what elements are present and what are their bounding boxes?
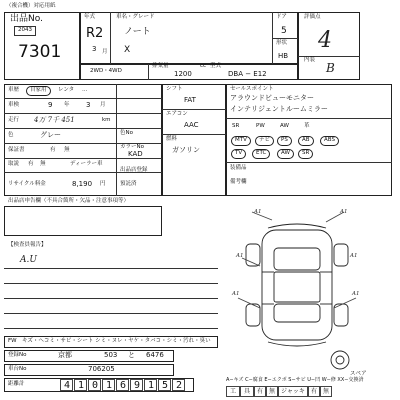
odo-digit-cell: [74, 379, 87, 391]
roof: [274, 272, 320, 302]
recycle-value: 8,190: [72, 180, 93, 188]
selling-label: セールスポイント: [230, 86, 274, 92]
color-value: グレー: [40, 131, 61, 139]
cc-unit: cc: [200, 63, 207, 69]
registration-label: 登録No: [8, 352, 27, 358]
interior-label: 内装: [304, 57, 316, 63]
opt-aw2: AW: [277, 149, 294, 159]
odo-digit-cell: [144, 379, 157, 391]
odo-digit-cell: [60, 379, 73, 391]
era-value: R2: [86, 26, 104, 41]
damage-mark-6: A1: [352, 291, 360, 297]
damage-mark-1: A1: [254, 209, 262, 215]
era-label: 年式: [84, 14, 96, 20]
apply-box: [4, 206, 162, 236]
inspection-option-private: 自家用: [26, 86, 51, 96]
manual-no: 無: [40, 161, 46, 167]
warranty-label: 保証書: [8, 147, 25, 153]
legend-cell: ジャッキ: [278, 386, 308, 397]
shaken-year-unit: 年: [64, 102, 70, 108]
color-label: 色: [8, 132, 14, 138]
drive-label: 2WD・4WD: [90, 68, 122, 74]
name-label: 車名・グレード: [116, 14, 155, 20]
opt-ps: PS: [277, 136, 292, 146]
apply-label: 出品店申告欄（不具合箇所・欠品・注意事項等）: [8, 198, 130, 204]
car-diagram: [222, 200, 372, 380]
odo-label: 距離計: [8, 381, 25, 387]
warranty-yes: 有: [50, 147, 56, 153]
odo-digit: 0: [92, 380, 99, 391]
odo-digit: 6: [120, 380, 127, 391]
registration-class: 503: [104, 351, 118, 359]
car-body-outline: [262, 230, 332, 340]
shape-value: HB: [278, 52, 289, 60]
shaken-month: 3: [86, 101, 91, 109]
wheel-front-right: [334, 244, 348, 266]
inspection-option-rental: レンタ: [58, 87, 75, 93]
lot-label: 出品No.: [10, 14, 43, 24]
shaken-year: 9: [48, 101, 53, 109]
interior-value: B: [326, 61, 335, 75]
rear-window: [274, 304, 320, 322]
odo-digit-cell: [172, 379, 185, 391]
inspect-label: 【検査員報告】: [8, 242, 47, 248]
inspection-option-more: …: [82, 87, 88, 93]
inspection-label: 車歴: [8, 87, 20, 93]
odo-digit-cell: [102, 379, 115, 391]
notes-label: 装備品: [230, 165, 247, 171]
manual-label: 取説: [8, 161, 20, 167]
car-grade: X: [124, 45, 131, 55]
odo-digit: 1: [148, 380, 155, 391]
legend-cell: 有: [308, 386, 320, 397]
opt-ab: AB: [298, 136, 314, 146]
lot-number: 7301: [18, 42, 62, 62]
windshield: [274, 248, 320, 270]
dealer-label: ディーラー車: [70, 161, 103, 167]
odo-digit-cell: [158, 379, 171, 391]
opt-navi: ナビ: [255, 136, 274, 146]
fw-label: FW: [8, 338, 17, 344]
sheet-header: （複合機）対応用紙: [6, 3, 56, 9]
odo-digit: 1: [78, 380, 85, 391]
legend-cell: 工: [226, 386, 240, 397]
shaken-label: 車検: [8, 102, 20, 108]
selling-line1: アラウンドビューモニター: [230, 94, 314, 102]
mileage-value: 4万 7千 451: [34, 116, 75, 124]
recycle-label: リサイクル料金: [8, 181, 46, 187]
spare-tire: [331, 351, 349, 369]
spare-label: スペア: [350, 371, 367, 377]
opt-abs: ABS: [320, 136, 339, 146]
model-value: DBA − E12: [228, 70, 267, 78]
month-value: 3: [92, 45, 97, 53]
regi-label: 出品店登録: [120, 167, 148, 173]
shape-label: 形状: [276, 40, 288, 46]
mileage-label: 走行: [8, 117, 20, 123]
recycle-unit: 円: [100, 181, 106, 187]
fuel-label: 燃料: [166, 136, 178, 142]
fw-items: キズ・ヘコミ・サビ・シート シミ・ヌレ・ヤケ・タバコ・シミ・汚れ・臭い: [22, 338, 211, 344]
aircon-value: AAC: [184, 121, 199, 129]
odo-digit: 4: [64, 380, 71, 391]
lot-stamp: 2043: [14, 26, 36, 36]
opt-sr2: SR: [298, 149, 313, 159]
inspect-note: A.U: [20, 255, 37, 265]
manual-yes: 有: [28, 161, 34, 167]
notes-label-2: 備考欄: [230, 179, 247, 185]
frame-value: 706205: [88, 365, 115, 373]
registration-number: 6476: [146, 351, 164, 359]
model-label: 型式: [210, 63, 222, 69]
registration-kana: と: [128, 351, 135, 359]
color-no-label: 色No: [120, 130, 133, 136]
color-code-label: カラーNo: [120, 144, 144, 150]
mileage-unit: km: [102, 117, 111, 123]
legend-cell: 具: [240, 386, 254, 397]
doors-label: ドア: [276, 14, 287, 20]
displacement-label: 排気量: [152, 63, 169, 69]
shift-value: FAT: [184, 96, 196, 104]
legend-cell: 有: [254, 386, 266, 397]
recycle-note: 預託済: [120, 181, 137, 187]
color-code: KAD: [128, 150, 143, 158]
odo-digit-cell: [116, 379, 129, 391]
legend-text: A−キズ C−腐食 E−エクボ S−サビ U−凹 W−修 XX−交換済: [226, 377, 364, 383]
odo-digit-cell: [130, 379, 143, 391]
legend-cell: 無: [266, 386, 278, 397]
month-unit: 月: [102, 49, 108, 55]
damage-mark-3: A1: [236, 253, 244, 259]
selling-line2: インテリジェントルームミラー: [230, 105, 328, 113]
damage-mark-4: A1: [350, 253, 358, 259]
opt-etc: ETC: [252, 149, 270, 159]
damage-mark-5: A1: [232, 291, 240, 297]
displacement-value: 1200: [174, 70, 192, 78]
opt-sr: SR: [232, 123, 240, 129]
odo-digit: 5: [162, 380, 169, 391]
damage-mark-2: A1: [340, 209, 348, 215]
aircon-label: エアコン: [166, 111, 188, 117]
fuel-value: ガソリン: [172, 146, 200, 154]
opt-tv: TV: [231, 149, 246, 159]
legend-cell: 無: [320, 386, 332, 397]
shift-label: シフト: [166, 86, 183, 92]
shaken-month-unit: 月: [100, 102, 106, 108]
frame-label: 車台No: [8, 366, 27, 372]
opt-pw: PW: [256, 123, 265, 129]
odo-digit-cell: [88, 379, 101, 391]
registration-region: 京都: [58, 351, 72, 359]
odo-digit: 2: [176, 380, 183, 391]
doors-value: 5: [281, 26, 287, 36]
score-value: 4: [318, 28, 332, 53]
car-name: ノート: [124, 27, 151, 37]
car-info-box: [80, 12, 298, 64]
warranty-no: 無: [64, 147, 70, 153]
score-label: 評価点: [304, 14, 321, 20]
opt-mtv: MTV: [231, 136, 251, 146]
opt-aw: AW: [280, 123, 289, 129]
odo-digit: 9: [134, 380, 141, 391]
odo-digit: 1: [106, 380, 113, 391]
opt-leather: 革: [304, 123, 310, 129]
